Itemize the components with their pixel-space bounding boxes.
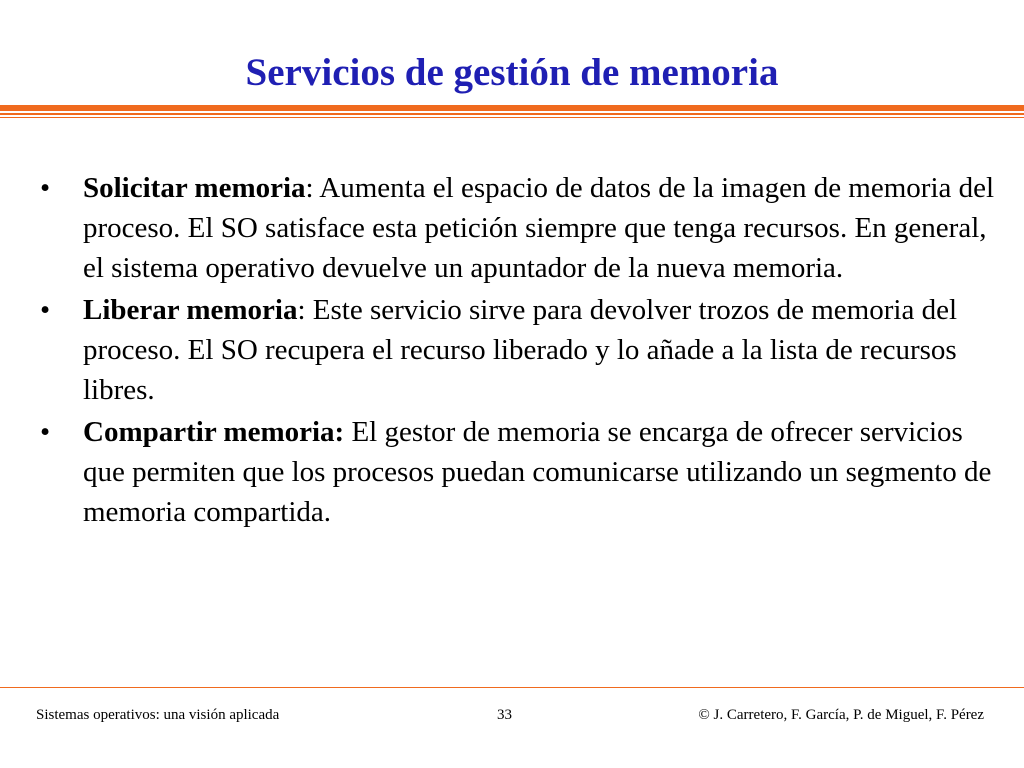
bullet-item-compartir-memoria bbox=[40, 412, 1000, 532]
title-divider-hairline bbox=[0, 117, 1024, 118]
bullet-icon: • bbox=[40, 416, 51, 448]
bullet-item-liberar-memoria bbox=[40, 290, 1000, 410]
footer-copyright: © J. Carretero, F. García, P. de Miguel, F. Pérez bbox=[698, 707, 984, 723]
bullet-icon: • bbox=[40, 294, 51, 326]
bullet-term: Liberar memoria bbox=[83, 294, 298, 326]
bullet-icon: • bbox=[40, 172, 51, 204]
bullet-list bbox=[40, 168, 1000, 534]
title-divider-thin bbox=[0, 113, 1024, 115]
bullet-separator: : bbox=[305, 172, 314, 204]
footer-divider bbox=[0, 687, 1024, 688]
footer-page-number: 33 bbox=[497, 707, 512, 723]
bullet-text: El gestor de memoria se encarga de ofrecer servicios que permiten que los procesos puedan comunicarse utilizando un segmento de memoria compartida. bbox=[83, 416, 992, 528]
bullet-item-solicitar-memoria bbox=[40, 168, 1000, 288]
title-divider-thick bbox=[0, 105, 1024, 111]
slide-title: Servicios de gestión de memoria bbox=[245, 51, 779, 94]
bullet-term: Compartir memoria: bbox=[83, 416, 345, 448]
bullet-text: Este servicio sirve para devolver trozos de memoria del proceso. El SO recupera el recurso liberado y lo añade a la lista de recursos libres. bbox=[83, 294, 957, 406]
bullet-text: Aumenta el espacio de datos de la imagen de memoria del proceso. El SO satisface esta petición siempre que tenga recursos. En general, el sistema operativo devuelve un apuntador de la nueva memoria. bbox=[83, 172, 995, 284]
bullet-term: Solicitar memoria bbox=[83, 172, 306, 204]
footer-book-title: Sistemas operativos: una visión aplicada bbox=[36, 707, 280, 723]
bullet-separator: : bbox=[297, 294, 306, 326]
